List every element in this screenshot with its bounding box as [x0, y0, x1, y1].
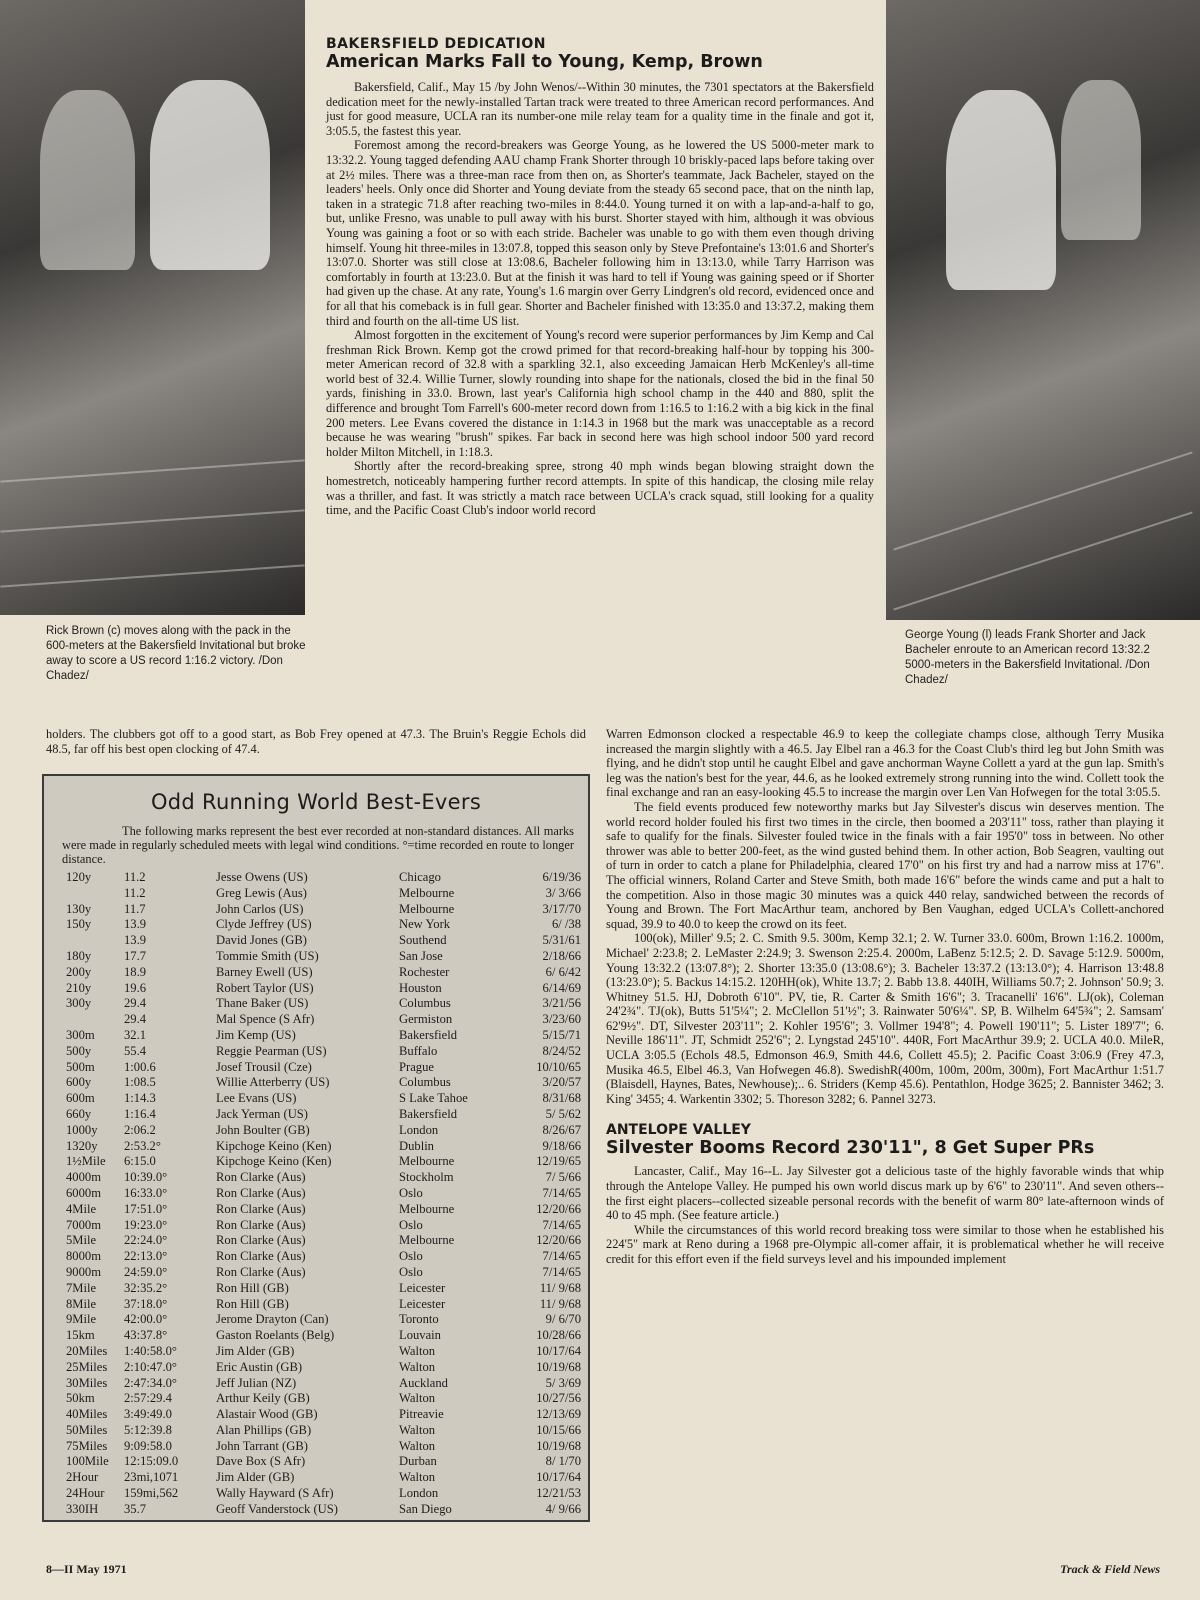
table-row [44, 981, 588, 997]
cell-date: 7/14/65 [542, 1217, 581, 1232]
photo-caption-right: George Young (l) leads Frank Shorter and Jack Bacheler enroute to an American record 13:32.2 5000-meters in the Bakersfield Invitational. /Don Chadez/ [905, 629, 1150, 686]
cell-mark: 43:37.8° [124, 1328, 168, 1343]
cell-date: 6/19/36 [542, 870, 581, 884]
cell-athlete: Geoff Vanderstock (US) [216, 1501, 338, 1516]
cell-date: 3/ 3/66 [545, 885, 581, 900]
cell-date: 4/ 9/66 [545, 1501, 581, 1516]
cell-date: 10/10/65 [536, 1059, 581, 1074]
cell-venue: Buffalo [399, 1043, 438, 1058]
table-row [44, 1423, 588, 1439]
article-kicker: BAKERSFIELD DEDICATION [326, 36, 546, 52]
cell-venue: Houston [399, 980, 442, 995]
cell-venue: Dublin [399, 1138, 434, 1153]
cell-mark: 2:10:47.0° [124, 1359, 177, 1374]
cell-venue: Southend [399, 933, 447, 948]
cell-mark: 13.9 [124, 933, 147, 948]
cell-event: 4000m [66, 1170, 101, 1185]
cell-event: 8000m [66, 1249, 101, 1264]
cell-date: 3/21/56 [542, 996, 581, 1011]
cell-venue: Stockholm [399, 1170, 454, 1185]
cell-event: 500y [66, 1043, 92, 1058]
cell-date: 7/14/65 [542, 1264, 581, 1279]
article-paragraph: Warren Edmonson clocked a respectable 46.9 to keep the collegiate champs close, although Terry Musika increased the margin slightly with a 46.5. Jay Elbel ran a 46.3 for the Coast Club's third leg but John Smith was flying, and he didn't stop until he caught Elbel and gave anchorman Wayne Collett a yard at the gun lap. Smith's leg was the nation's best for the year, 44.6, as he looked extremely strong running into the wind. Collett took the final exchange and ran an easy-looking 45.5 to increase the margin over Len Van Hofwegen for the total 3:05.5. [606, 727, 1164, 800]
article-continuation-left [46, 727, 586, 756]
cell-event: 100Mile [66, 1454, 109, 1469]
table-row [44, 1139, 588, 1155]
cell-date: 7/14/65 [542, 1185, 581, 1200]
cell-date: 5/ 3/69 [545, 1375, 581, 1390]
cell-venue: San Diego [399, 1501, 452, 1516]
cell-venue: London [399, 1486, 439, 1501]
table-intro: The following marks represent the best ever recorded at non-standard distances. All marks were made in regularly scheduled meets with legal wind conditions. °=time recorded en route to longer distance. [62, 824, 574, 866]
table-row [44, 1028, 588, 1044]
table-row [44, 886, 588, 902]
cell-event: 300y [66, 996, 92, 1011]
cell-date: 10/15/66 [536, 1422, 581, 1437]
cell-date: 10/28/66 [536, 1328, 581, 1343]
cell-athlete: Kipchoge Keino (Ken) [216, 1154, 332, 1169]
table-row [44, 1075, 588, 1091]
table-row [44, 1328, 588, 1344]
cell-athlete: Ron Clarke (Aus) [216, 1233, 306, 1248]
cell-event [66, 1012, 124, 1028]
table-row [44, 1154, 588, 1170]
cell-date: 7/14/65 [542, 1249, 581, 1264]
article-paragraph: Foremost among the record-breakers was George Young, as he lowered the US 5000-meter mark to 13:32.2. Young tagged defending AAU champ Frank Shorter through 10 briskly-paced laps before taking over at 2½ miles. There was a three-man race from then on, as Shorter's teammate, Jack Bacheler, stayed on the leaders' heels. Only once did Shorter and Young deviate from the steady 65 second pace, that on the ninth lap, taken in a strategic 71.8 after reaching two-miles in 8:44.0. Young turned it on with a lap-and-a-half to go, but, unlike Fresno, was unable to pull away with his burst. Shorter stayed with him, although it was obvious Young was gaining a foot or so with each stride. Bacheler was unable to go with them even though driving himself. Young hit three-miles in 13:07.8, topped this season only by Steve Prefontaine's 13:01.6 and Shorter's 13:07.0. Shorter was still close at 13:08.6, Bacheler following him in 13:13.0, while Tarry Harrison was comfortably in fourth at 13:23.0. But at the finish it was hard to tell if Young was gaining speed or if Shorter had given up the chase. At any rate, Young's 1.6 margin over Gerry Lindgren's old record, evidenced once and for all that his comeback is in full gear. Shorter and Bacheler finished with 13:35.0 and 13:37.2, making them third and fourth on the all-time US list. [326, 138, 874, 328]
cell-mark: 1:16.4 [124, 1106, 156, 1121]
cell-venue: Walton [399, 1438, 436, 1453]
cell-athlete: Ron Hill (GB) [216, 1280, 289, 1295]
cell-event: 130y [66, 901, 92, 916]
cell-venue: Bakersfield [399, 1027, 458, 1042]
table-row [44, 1312, 588, 1328]
cell-athlete: Kipchoge Keino (Ken) [216, 1138, 332, 1153]
cell-event: 1000y [66, 1122, 98, 1137]
article-headline: American Marks Fall to Young, Kemp, Brown [326, 52, 763, 72]
cell-mark: 2:47:34.0° [124, 1375, 177, 1390]
cell-mark: 6:15.0 [124, 1154, 156, 1169]
cell-mark: 18.9 [124, 964, 147, 979]
cell-venue: New York [399, 917, 451, 932]
cell-mark: 17:51.0° [124, 1201, 168, 1216]
table-row [44, 1391, 588, 1407]
cell-athlete: John Boulter (GB) [216, 1122, 310, 1137]
photo-caption-left: Rick Brown (c) moves along with the pack in the 600-meters at the Bakersfield Invitational but broke away to score a US record 1:16.2 victory. /Don Chadez/ [46, 625, 306, 682]
table-row [44, 870, 588, 886]
cell-mark: 42:00.0° [124, 1312, 168, 1327]
cell-venue: Bakersfield [399, 1106, 458, 1121]
cell-mark: 29.4 [124, 996, 147, 1011]
cell-date: 3/17/70 [542, 901, 581, 916]
cell-athlete: Tommie Smith (US) [216, 948, 319, 963]
article-paragraph: While the circumstances of this world record breaking toss were similar to those when he established his 224'5" mark at Reno during a 1968 pre-Olympic all-comer affair, it is problematical whether he will receive credit for this effort even if the field surveys level and his impounded implement [606, 1222, 1164, 1266]
cell-mark: 159mi,562 [124, 1486, 179, 1501]
cell-mark: 32.1 [124, 1027, 147, 1042]
table-row [44, 1044, 588, 1060]
table-row [44, 996, 588, 1012]
table-row [44, 1123, 588, 1139]
cell-mark: 2:57:29.4 [124, 1391, 172, 1406]
cell-venue: Walton [399, 1422, 436, 1437]
table-row [44, 1297, 588, 1313]
table-row [44, 1060, 588, 1076]
cell-mark: 9:09:58.0 [124, 1438, 172, 1453]
odd-distance-bests-table [42, 774, 590, 1522]
article-paragraph: Lancaster, Calif., May 16--L. Jay Silvester got a delicious taste of the highly favorable winds that whip through the Antelope Valley. He pumped his own world discus mark up by 6'6" to 230'11". And seven others--the first eight placers--collected sizeable personal records with the benefit of warm 80° late-afternoon winds of 40 to 45 mph. (See feature article.) [606, 1164, 1164, 1223]
table-row [44, 1376, 588, 1392]
cell-mark: 12:15:09.0 [124, 1454, 179, 1469]
table-row [44, 1486, 588, 1502]
cell-mark: 17.7 [124, 948, 147, 963]
article-paragraph: holders. The clubbers got off to a good start, as Bob Frey opened at 47.3. The Bruin's Reggie Echols did 48.5, far off his best open clocking of 47.4. [46, 727, 586, 756]
cell-athlete: Robert Taylor (US) [216, 980, 314, 995]
cell-athlete: Jim Alder (GB) [216, 1343, 295, 1358]
cell-date: 3/20/57 [542, 1075, 581, 1090]
cell-mark: 22:24.0° [124, 1233, 168, 1248]
table-row [44, 1233, 588, 1249]
cell-venue: Oslo [399, 1185, 423, 1200]
cell-athlete: Ron Clarke (Aus) [216, 1170, 306, 1185]
cell-venue: Columbus [399, 996, 451, 1011]
cell-mark: 11.2 [124, 870, 146, 884]
table-row [44, 1107, 588, 1123]
cell-athlete: John Tarrant (GB) [216, 1438, 308, 1453]
table-row [44, 1012, 588, 1028]
cell-venue: Melbourne [399, 885, 455, 900]
article-paragraph: Bakersfield, Calif., May 15 /by John Wenos/--Within 30 minutes, the 7301 spectators at the Bakersfield dedication meet for the newly-installed Tartan track were treated to three American record performances. And just for good measure, UCLA ran its number-one mile relay team for a quality time in the finale and got it, 3:05.5, the fastest this year. [326, 80, 874, 138]
cell-mark: 22:13.0° [124, 1249, 168, 1264]
cell-mark: 2:53.2° [124, 1138, 161, 1153]
cell-venue: Pitreavie [399, 1407, 444, 1422]
cell-venue: Prague [399, 1059, 434, 1074]
table-row [44, 917, 588, 933]
cell-date: 5/ 5/62 [545, 1106, 581, 1121]
article-continuation-right [606, 727, 1164, 1267]
table-row [44, 1091, 588, 1107]
cell-athlete: Ron Clarke (Aus) [216, 1185, 306, 1200]
table-row [44, 1470, 588, 1486]
cell-mark: 10:39.0° [124, 1170, 168, 1185]
cell-event: 1½Mile [66, 1154, 106, 1169]
cell-venue: Oslo [399, 1249, 423, 1264]
cell-mark: 5:12:39.8 [124, 1422, 172, 1437]
cell-venue: Toronto [399, 1312, 439, 1327]
cell-athlete: Jim Kemp (US) [216, 1027, 296, 1042]
cell-event: 24Hour [66, 1486, 105, 1501]
cell-event: 300m [66, 1027, 95, 1042]
cell-event: 50km [66, 1391, 95, 1406]
cell-venue: Auckland [399, 1375, 448, 1390]
cell-venue: Walton [399, 1359, 436, 1374]
cell-mark: 24:59.0° [124, 1264, 168, 1279]
cell-date: 12/20/66 [536, 1233, 581, 1248]
cell-athlete: Dave Box (S Afr) [216, 1454, 306, 1469]
cell-event: 25Miles [66, 1359, 108, 1374]
cell-venue: Oslo [399, 1217, 423, 1232]
table-row [44, 902, 588, 918]
cell-athlete: Jim Alder (GB) [216, 1470, 295, 1485]
cell-event: 330IH [66, 1501, 99, 1516]
cell-athlete: Ron Clarke (Aus) [216, 1217, 306, 1232]
cell-mark: 19.6 [124, 980, 147, 995]
cell-event: 2Hour [66, 1470, 99, 1485]
cell-event: 600m [66, 1091, 95, 1106]
cell-venue: Melbourne [399, 901, 455, 916]
cell-date: 12/20/66 [536, 1201, 581, 1216]
cell-date: 8/26/67 [542, 1122, 581, 1137]
cell-athlete: Wally Hayward (S Afr) [216, 1486, 334, 1501]
cell-venue: Columbus [399, 1075, 451, 1090]
cell-event: 200y [66, 964, 92, 979]
cell-athlete: Arthur Keily (GB) [216, 1391, 310, 1406]
cell-event: 7Mile [66, 1280, 97, 1295]
footer-page-date: 8—II May 1971 [46, 1562, 127, 1576]
table-row [44, 1265, 588, 1281]
cell-date: 6/ 6/42 [545, 964, 581, 979]
cell-mark: 11.2 [124, 885, 146, 900]
cell-mark: 55.4 [124, 1043, 147, 1058]
table-row [44, 965, 588, 981]
cell-venue: Melbourne [399, 1201, 455, 1216]
cell-venue: Melbourne [399, 1233, 455, 1248]
cell-date: 6/ /38 [551, 917, 581, 932]
table-row [44, 949, 588, 965]
table-row [44, 1344, 588, 1360]
cell-event: 8Mile [66, 1296, 97, 1311]
cell-athlete: Josef Trousil (Cze) [216, 1059, 312, 1074]
article2-headline: Silvester Booms Record 230'11", 8 Get Super PRs [606, 1138, 1095, 1159]
table-row [44, 1186, 588, 1202]
cell-date: 12/19/65 [536, 1154, 581, 1169]
cell-athlete: Ron Hill (GB) [216, 1296, 289, 1311]
cell-event: 500m [66, 1059, 95, 1074]
cell-venue: Leicester [399, 1280, 446, 1295]
cell-mark: 1:08.5 [124, 1075, 156, 1090]
cell-athlete: Barney Ewell (US) [216, 964, 313, 979]
cell-event: 4Mile [66, 1201, 97, 1216]
cell-date: 10/19/68 [536, 1438, 581, 1453]
cell-event: 9Mile [66, 1312, 97, 1327]
cell-event: 7000m [66, 1217, 101, 1232]
cell-date: 10/17/64 [536, 1343, 581, 1358]
cell-date: 3/23/60 [542, 1012, 581, 1027]
cell-athlete: Ron Clarke (Aus) [216, 1201, 306, 1216]
cell-event: 120y [66, 870, 92, 884]
cell-date: 11/ 9/68 [539, 1280, 581, 1295]
cell-mark: 11.7 [124, 901, 146, 916]
cell-athlete: Jeff Julian (NZ) [216, 1375, 297, 1390]
cell-date: 12/13/69 [536, 1407, 581, 1422]
table-row [44, 1202, 588, 1218]
cell-mark: 37:18.0° [124, 1296, 168, 1311]
cell-event: 75Miles [66, 1438, 108, 1453]
cell-venue: Walton [399, 1343, 436, 1358]
cell-date: 10/27/56 [536, 1391, 581, 1406]
cell-athlete: Jack Yerman (US) [216, 1106, 308, 1121]
cell-date: 9/ 6/70 [545, 1312, 581, 1327]
cell-athlete: Ron Clarke (Aus) [216, 1264, 306, 1279]
cell-athlete: Lee Evans (US) [216, 1091, 297, 1106]
cell-athlete: Alan Phillips (GB) [216, 1422, 312, 1437]
cell-venue: Walton [399, 1470, 436, 1485]
cell-athlete: Thane Baker (US) [216, 996, 309, 1011]
table-row [44, 1360, 588, 1376]
cell-athlete: Reggie Pearman (US) [216, 1043, 327, 1058]
cell-mark: 1:14.3 [124, 1091, 156, 1106]
cell-athlete: Greg Lewis (Aus) [216, 885, 307, 900]
cell-venue: San Jose [399, 948, 443, 963]
cell-date: 12/21/53 [536, 1486, 581, 1501]
cell-date: 9/18/66 [542, 1138, 581, 1153]
table-row [44, 1170, 588, 1186]
cell-date: 6/14/69 [542, 980, 581, 995]
article-paragraph: 100(ok), Miller' 9.5; 2. C. Smith 9.5. 300m, Kemp 32.1; 2. W. Turner 33.0. 600m, Brown 1:16.2. 1000m, Michael' 2:23.8; 2. LeMaster 2:24.9; 3. Swenson 2:25.4. 2000m, LaBenz 5:12.5; 2. D. Savage 5:12.9. 5000m, Young 13:32.2 (13:07.8°); 2. Shorter 13:35.0 (13:08.6°); 3. Bacheler 13:37.2 (13:13.0°); 4. Harrison 13:48.8 (13:23.0°); 5. Backus 14:15.2. 120HH(ok), White 13.7; 2. Babb 13.8. 440IH, Williams 50.7; 2. Johnson' 50.9; 3. Whitney 51.5. HJ, Dobroth 6'10". PV, tie, R. Carter & Smith 16'6"; 3. Tracanelli' 16'6". LJ(ok), Coleman 24'2¾". TJ(ok), Butts 51'5¼"; 2. McClellon 51'½"; 3. Rainwater 50'6¼". SP, B. Wilhelm 64'5¾"; 2. Samsam' 62'9½". DT, Silvester 203'11"; 2. Kohler 195'6"; 3. Vollmer 194'8"; 4. Powell 190'11"; 5. Lister 189'7"; 6. Neville 186'11". JT, Schmidt 252'6"; 2. Lyngstad 245'10". 440R, Fort MacArthur 39.9; 2. UCLA 40.0. MileR, UCLA 3:05.5 (Echols 48.5, Edmonson 46.9, Smith 44.6, Collett 45.5); 2. Pacific Coast 3:06.9 (Frey 47.3, Musika 46.5, Elbel 46.3, Van Hofwegen 46.8). SwedishR(400m, 100m, 200m, 300m), Fort MacArthur 1:51.7 (Blaisdell, Haynes, Bates, Newhouse);.. 6. Striders (Kemp 45.6). Pentathlon, Hodge 3625; 2. Bannister 3462; 3. King' 3455; 4. Warkentin 3302; 5. Thoreson 3282; 6. Pannel 3273. [606, 931, 1164, 1106]
cell-athlete: Ron Clarke (Aus) [216, 1249, 306, 1264]
cell-mark: 16:33.0° [124, 1185, 168, 1200]
photo-george-young-5000m [886, 0, 1200, 620]
cell-date: 11/ 9/68 [539, 1296, 581, 1311]
table-row [44, 1249, 588, 1265]
footer-magazine-name: Track & Field News [1060, 1562, 1160, 1576]
cell-event: 210y [66, 980, 92, 995]
cell-mark: 19:23.0° [124, 1217, 168, 1232]
cell-date: 10/19/68 [536, 1359, 581, 1374]
cell-event: 30Miles [66, 1375, 108, 1390]
cell-athlete: David Jones (GB) [216, 933, 307, 948]
cell-mark: 2:06.2 [124, 1122, 156, 1137]
cell-event: 50Miles [66, 1422, 108, 1437]
cell-date: 10/17/64 [536, 1470, 581, 1485]
cell-venue: Oslo [399, 1264, 423, 1279]
cell-venue: Durban [399, 1454, 437, 1469]
cell-venue: Louvain [399, 1328, 441, 1343]
cell-mark: 3:49:49.0 [124, 1407, 172, 1422]
cell-venue: Leicester [399, 1296, 446, 1311]
cell-athlete: Willie Atterberry (US) [216, 1075, 330, 1090]
cell-mark: 29.4 [124, 1012, 147, 1027]
cell-mark: 1:00.6 [124, 1059, 156, 1074]
cell-date: 7/ 5/66 [545, 1170, 581, 1185]
cell-date: 8/24/52 [542, 1043, 581, 1058]
cell-venue: London [399, 1122, 439, 1137]
table-row [44, 1218, 588, 1234]
cell-event: 5Mile [66, 1233, 97, 1248]
cell-event: 150y [66, 917, 92, 932]
cell-athlete: Alastair Wood (GB) [216, 1407, 318, 1422]
cell-venue: Walton [399, 1391, 436, 1406]
table-row [44, 1281, 588, 1297]
cell-event: 15km [66, 1328, 95, 1343]
article-paragraph: The field events produced few noteworthy marks but Jay Silvester's discus win deserves mention. The world record holder fouled his first two times in the circle, then boomed a 203'11" toss, rather than playing it safe to qualify for the finals. Silvester fouled twice in the finals with a fair 195'0" toss in between. No other thrower was able to better 200-feet, as the wind gusted behind them. In other action, Bob Seagren, vaulting out of turn in order to catch a plane for Philadelphia, cleared 17'0" on his first try and had a narrow miss at 17'6". The official winners, Roland Carter and Steve Smith, both made 16'6" before the winds came and put a halt to the competition. Also in those magic 30 minutes was a quick 440 relay, sandwiched between the records of Young and Brown. The Fort MacArthur team, anchored by Ben Vaughan, edged UCLA's Collett-anchored squad, 39.9 to 40.0 to keep the crowd on its feet. [606, 799, 1164, 931]
cell-event: 40Miles [66, 1407, 108, 1422]
article-paragraph: Shortly after the record-breaking spree, strong 40 mph winds began blowing straight down the homestretch, noticeably hampering further record attempts. In spite of this handicap, the closing mile relay was a thriller, and fast. It was strictly a match race between UCLA's crack squad, still looking for a quality time, and the Pacific Coast Club's indoor world record [326, 459, 874, 518]
cell-event: 660y [66, 1106, 92, 1121]
cell-date: 5/31/61 [542, 933, 581, 948]
table-row [44, 1439, 588, 1455]
cell-date: 8/31/68 [542, 1091, 581, 1106]
cell-athlete: Eric Austin (GB) [216, 1359, 303, 1374]
table-row [44, 933, 588, 949]
cell-event: 9000m [66, 1264, 101, 1279]
photo-rick-brown-600m [0, 0, 305, 615]
cell-athlete: Gaston Roelants (Belg) [216, 1328, 335, 1343]
article-bakersfield [326, 36, 874, 518]
cell-mark: 13.9 [124, 917, 147, 932]
cell-date: 5/15/71 [542, 1027, 581, 1042]
table-row [44, 1502, 588, 1518]
cell-mark: 23mi,1071 [124, 1470, 179, 1485]
table-row [44, 1407, 588, 1423]
cell-date: 8/ 1/70 [545, 1454, 581, 1469]
cell-event [66, 886, 124, 902]
table-title: Odd Running World Best-Evers [150, 790, 482, 814]
cell-event: 1320y [66, 1138, 98, 1153]
cell-event [66, 933, 124, 949]
cell-athlete: Mal Spence (S Afr) [216, 1012, 315, 1027]
table-row [44, 1454, 588, 1470]
cell-date: 2/18/66 [542, 948, 581, 963]
article-paragraph: Almost forgotten in the excitement of Young's record were superior performances by Jim Kemp and Cal freshman Rick Brown. Kemp got the crowd primed for that record-breaking half-hour by topping his 300-meter American record of 32.8 with a sparkling 32.1, also exceeding Jamaican Herb McKenley's all-time world best of 32.4. Willie Turner, slowly rounding into shape for the nationals, closed the bid in the final 50 yards, finishing in 33.0. Brown, last year's California high school champ in the 440 and 880, split the difference and brought Tom Farrell's 600-meter record down from 1:16.5 to 1:16.2 with a big kick in the final 200 meters. Lee Evans covered the distance in 1:14.3 in 1968 but the mark was unacceptable as a record because he was wearing "brush" spikes. Far back in second here was high school indoor 500 yard record holder Milton Mitchell, in 1:18.3. [326, 328, 874, 459]
cell-athlete: Clyde Jeffrey (US) [216, 917, 312, 932]
cell-event: 20Miles [66, 1343, 108, 1358]
cell-venue: Germiston [399, 1012, 453, 1027]
cell-mark: 35.7 [124, 1501, 147, 1516]
article2-kicker: ANTELOPE VALLEY [606, 1122, 751, 1139]
cell-event: 600y [66, 1075, 92, 1090]
cell-event: 180y [66, 948, 92, 963]
cell-mark: 32:35.2° [124, 1280, 168, 1295]
cell-mark: 1:40:58.0° [124, 1343, 177, 1358]
cell-event: 6000m [66, 1185, 101, 1200]
cell-athlete: Jerome Drayton (Can) [216, 1312, 329, 1327]
cell-athlete: John Carlos (US) [216, 901, 304, 916]
cell-venue: Rochester [399, 964, 450, 979]
cell-venue: S Lake Tahoe [399, 1091, 468, 1106]
cell-venue: Chicago [399, 870, 441, 884]
cell-venue: Melbourne [399, 1154, 455, 1169]
cell-athlete: Jesse Owens (US) [216, 870, 308, 884]
